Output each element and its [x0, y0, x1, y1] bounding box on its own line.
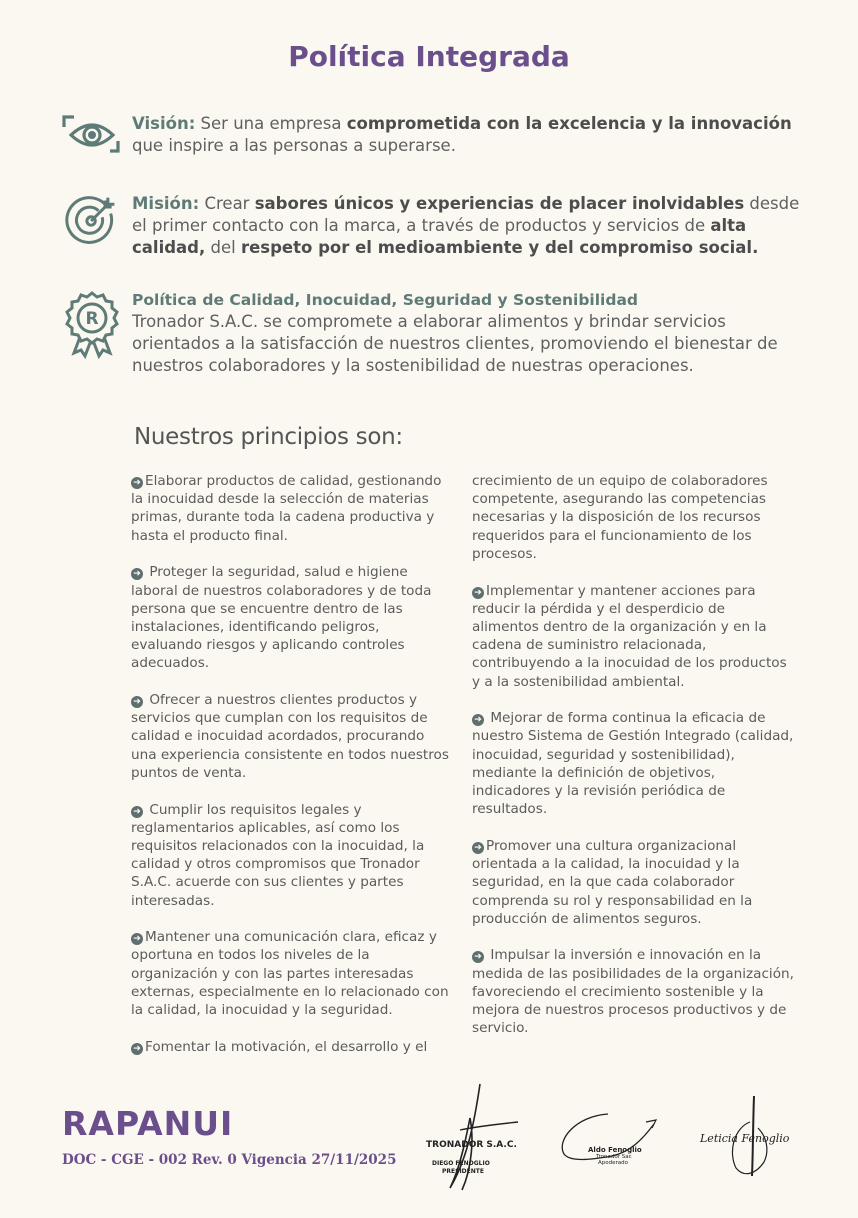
- principle-text: Promover una cultura organizacional orientada a la calidad, la inocuidad y la seguridad, en la que cada colaborador comprenda su rol y responsabilidad en la producción de alimentos seguros.: [472, 837, 753, 927]
- arrow-bullet-icon: ➔: [131, 933, 143, 945]
- vision-bold-part: comprometida con la excelencia y la innovación: [346, 114, 792, 133]
- mission-heading: Misión:: [132, 194, 200, 213]
- signature-role: Apoderado: [598, 1160, 628, 1166]
- arrow-bullet-icon: ➔: [131, 477, 143, 489]
- policy-text: [132, 289, 802, 377]
- principle-item: [131, 563, 453, 672]
- principle-text: Mantener una comunicación clara, eficaz y oportuna en todos los niveles de la organización y con las partes interesadas externas, especialmente en lo relacionado con la calidad, la inocuidad y la seguridad.: [131, 929, 449, 1019]
- arrow-bullet-icon: ➔: [472, 714, 484, 726]
- eye-icon: [62, 113, 122, 163]
- mission-text-part: del: [205, 238, 241, 257]
- arrow-bullet-icon: ➔: [472, 951, 484, 963]
- principle-item: [131, 1038, 453, 1056]
- mission-bold-part: respeto por el medioambiente y del compromiso social.: [240, 238, 759, 257]
- arrow-bullet-icon: ➔: [131, 806, 143, 818]
- principle-text: Proteger la seguridad, salud e higiene laboral de nuestros colaboradores y de toda persona que se encuentre dentro de las instalaciones, identificando peligros, evaluando riesgos y aplicando controles adecuados.: [131, 564, 432, 672]
- principle-item: [131, 801, 453, 910]
- policy-heading: Política de Calidad, Inocuidad, Seguridad y Sostenibilidad: [132, 291, 639, 309]
- signature-role: PRESIDENTE: [442, 1168, 484, 1175]
- policy-body: Tronador S.A.C. se compromete a elaborar alimentos y brindar servicios orientados a la satisfacción de nuestros clientes, promoviendo el bienestar de nuestros colaboradores y la sostenibilidad de nuestras operaciones.: [132, 312, 778, 375]
- principle-item: [472, 709, 794, 818]
- vision-text-part: que inspire a las personas a superarse.: [132, 136, 456, 155]
- signature-diego-fenoglio: [420, 1078, 530, 1196]
- mission-text-part: desde el primer contacto con la marca, a través de productos y servicios de: [132, 194, 800, 235]
- arrow-bullet-icon: ➔: [131, 1043, 143, 1055]
- principle-text: Fomentar la motivación, el desarrollo y el: [145, 1038, 428, 1055]
- vision-section: [62, 113, 802, 163]
- document-code: DOC - CGE - 002 Rev. 0 Vigencia 27/11/2025: [62, 1152, 397, 1168]
- mission-bold-part: alta calidad,: [132, 216, 747, 257]
- mission-text-part: Crear: [199, 194, 255, 213]
- certification-badge-icon: [62, 289, 122, 359]
- mission-section: [62, 193, 802, 263]
- principle-item: [472, 837, 794, 928]
- principles-left-column: [131, 472, 453, 1074]
- svg-text:R: R: [85, 309, 99, 329]
- principle-item: [472, 582, 794, 691]
- principle-item: [472, 946, 794, 1037]
- principle-item: [131, 928, 453, 1019]
- signature-company: TRONADOR S.A.C.: [426, 1140, 517, 1150]
- page-title: Política Integrada: [288, 40, 570, 73]
- principle-item: [131, 691, 453, 782]
- principles-right-column: [472, 472, 794, 1056]
- signature-leticia-fenoglio: [696, 1092, 806, 1182]
- vision-text-part: Ser una empresa: [195, 114, 347, 133]
- target-icon: [62, 193, 122, 249]
- principle-text: Mejorar de forma continua la eficacia de nuestro Sistema de Gestión Integrado (calidad, inocuidad, seguridad y sostenibilidad), mediante la definición de objetivos, indicadores y la revisión periódica de resultados.: [472, 710, 794, 818]
- signature-company: Tronador Sac: [596, 1154, 632, 1160]
- principle-text: Elaborar productos de calidad, gestionando la inocuidad desde la selección de materias primas, durante toda la cadena productiva y hasta el producto final.: [131, 473, 442, 544]
- arrow-bullet-icon: ➔: [131, 568, 143, 580]
- signature-aldo-fenoglio: [556, 1110, 666, 1172]
- principle-text: Impulsar la inversión e innovación en la medida de las posibilidades de la organización, favoreciendo el crecimiento sostenible y la mejora de nuestros procesos productivos y de servicio.: [472, 947, 794, 1037]
- vision-heading: Visión:: [132, 114, 196, 133]
- mission-text: [132, 193, 802, 259]
- arrow-bullet-icon: ➔: [131, 696, 143, 708]
- arrow-bullet-icon: ➔: [472, 842, 484, 854]
- handwritten-signature-icon: [420, 1078, 530, 1196]
- policy-section: [62, 289, 802, 379]
- principles-heading: Nuestros principios son:: [134, 424, 403, 450]
- arrow-bullet-icon: ➔: [472, 587, 484, 599]
- principle-text: Cumplir los requisitos legales y reglamentarios aplicables, así como los requisitos relacionados con la inocuidad, la calidad y otros compromisos que Tronador S.A.C. acuerde con sus clientes y partes interesadas.: [131, 801, 425, 909]
- principle-item: [131, 472, 453, 545]
- principle-text: Ofrecer a nuestros clientes productos y servicios que cumplan con los requisitos de calidad e inocuidad acordados, procurando una experiencia consistente en todos nuestros puntos de venta.: [131, 692, 449, 781]
- vision-text: [132, 113, 802, 157]
- signature-name: DIEGO FENOGLIO: [432, 1160, 490, 1167]
- rapanui-logo: RAPANUI: [62, 1104, 234, 1143]
- mission-bold-part: sabores únicos y experiencias de placer inolvidables: [254, 194, 745, 213]
- principle-text: Implementar y mantener acciones para reducir la pérdida y el desperdicio de alimentos dentro de la organización y en la cadena de suministro relacionada, contribuyendo a la inocuidad de los productos y a la sostenibilidad ambiental.: [472, 582, 787, 690]
- signature-name: Leticia Fenoglio: [700, 1132, 790, 1145]
- signature-name: Aldo Fenoglio: [588, 1146, 642, 1154]
- principle-continuation: crecimiento de un equipo de colaboradores competente, asegurando las competencias necesarias y la disposición de los recursos requeridos para el funcionamiento de los procesos.: [472, 473, 768, 562]
